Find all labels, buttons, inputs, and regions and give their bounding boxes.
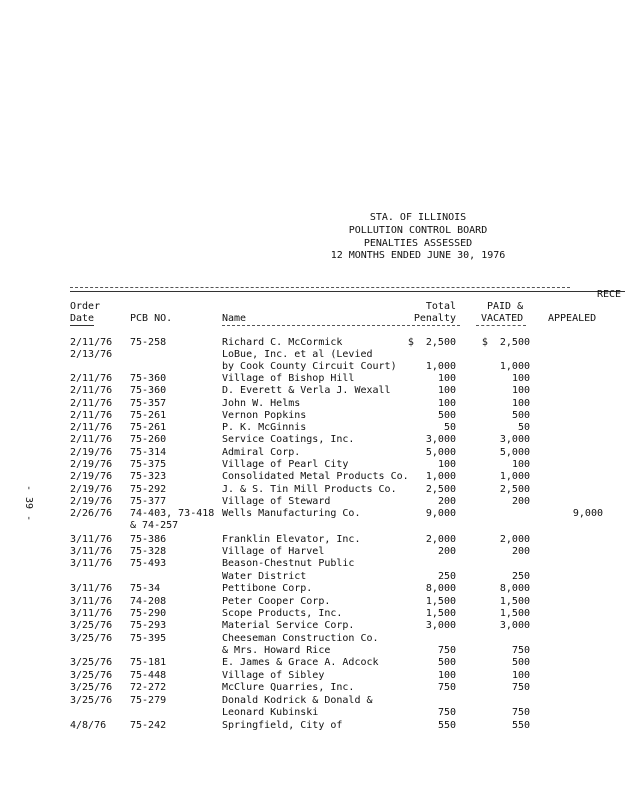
row-date: 3/25/76 — [70, 657, 113, 668]
row-name: Richard C. McCormick — [222, 337, 343, 348]
row-pcb-no: 75-181 — [130, 657, 167, 668]
header-line-2: POLLUTION CONTROL BOARD — [348, 225, 488, 236]
row-date: 3/11/76 — [70, 608, 113, 619]
row-date: 3/25/76 — [70, 633, 113, 644]
row-date: 2/19/76 — [70, 471, 113, 482]
row-paid-vacated: 250 — [511, 571, 530, 582]
row-paid-vacated: 500 — [511, 657, 530, 668]
row-pcb-no: & 74-257 — [130, 520, 179, 531]
row-name: Springfield, City of — [222, 720, 343, 731]
row-total-penalty: 2,000 — [425, 534, 456, 545]
row-name: Donald Kodrick & Donald & — [222, 695, 373, 706]
row-date: 2/19/76 — [70, 496, 113, 507]
row-date: 3/25/76 — [70, 620, 113, 631]
row-date: 2/11/76 — [70, 410, 113, 421]
row-pcb-no: 75-395 — [130, 633, 167, 644]
row-paid-vacated: 100 — [511, 670, 530, 681]
row-paid-vacated: 200 — [511, 546, 530, 557]
row-pcb-no: 75-360 — [130, 373, 167, 384]
row-pcb-no: 75-314 — [130, 447, 167, 458]
row-date: 3/25/76 — [70, 670, 113, 681]
row-pcb-no: 75-260 — [130, 434, 167, 445]
row-pcb-no: 75-261 — [130, 422, 167, 433]
row-date: 2/11/76 — [70, 434, 113, 445]
row-pcb-no: 75-293 — [130, 620, 167, 631]
row-name: by Cook County Circuit Court) — [222, 361, 397, 372]
row-total-penalty: 8,000 — [425, 583, 456, 594]
row-name: Village of Pearl City — [222, 459, 349, 470]
row-paid-vacated: 100 — [511, 373, 530, 384]
header-underline-date — [70, 325, 94, 326]
col-paid-vacated: VACATED — [481, 313, 524, 324]
row-date: 2/13/76 — [70, 349, 113, 360]
row-date: 3/11/76 — [70, 583, 113, 594]
row-pcb-no: 75-357 — [130, 398, 167, 409]
header-line-1: STA. OF ILLINOIS — [369, 212, 467, 223]
row-paid-vacated: 2,000 — [499, 534, 530, 545]
row-total-penalty: 1,500 — [425, 608, 456, 619]
row-pcb-no: 75-258 — [130, 337, 167, 348]
row-total-penalty: 750 — [437, 645, 456, 656]
row-name: Service Coatings, Inc. — [222, 434, 355, 445]
row-name: McClure Quarries, Inc. — [222, 682, 355, 693]
row-name: Cheeseman Construction Co. — [222, 633, 379, 644]
header-line-4: 12 MONTHS ENDED JUNE 30, 1976 — [330, 250, 506, 261]
row-name: LoBue, Inc. et al (Levied — [222, 349, 373, 360]
top-rule-dashed — [70, 287, 570, 288]
row-name: Village of Sibley — [222, 670, 325, 681]
row-name: D. Everett & Verla J. Wexall — [222, 385, 391, 396]
col-paid-top: PAID & — [487, 301, 524, 312]
row-total-penalty: 100 — [437, 385, 456, 396]
row-pcb-no: 75-279 — [130, 695, 167, 706]
row-pcb-no: 75-242 — [130, 720, 167, 731]
row-pcb-no: 75-328 — [130, 546, 167, 557]
row-name: Vernon Popkins — [222, 410, 307, 421]
row-name: Peter Cooper Corp. — [222, 596, 331, 607]
row-paid-vacated: 750 — [511, 645, 530, 656]
row-total-penalty: 100 — [437, 373, 456, 384]
row-pcb-no: 75-386 — [130, 534, 167, 545]
row-total-penalty: 500 — [437, 657, 456, 668]
row-paid-vacated: 3,000 — [499, 620, 530, 631]
row-date: 2/19/76 — [70, 447, 113, 458]
row-paid-vacated: 2,500 — [499, 484, 530, 495]
row-paid-vacated: 5,000 — [499, 447, 530, 458]
row-date: 3/11/76 — [70, 558, 113, 569]
row-pcb-no: 72-272 — [130, 682, 167, 693]
row-total-penalty: 2,500 — [425, 484, 456, 495]
row-pcb-no: 75-448 — [130, 670, 167, 681]
row-paid-vacated: 100 — [511, 398, 530, 409]
row-total-penalty: 3,000 — [425, 434, 456, 445]
row-name: E. James & Grace A. Adcock — [222, 657, 379, 668]
row-paid-vacated: 100 — [511, 385, 530, 396]
row-name: Village of Harvel — [222, 546, 325, 557]
page-number: - 39 - — [23, 485, 34, 522]
row-total-penalty: 9,000 — [425, 508, 456, 519]
row-date: 3/25/76 — [70, 682, 113, 693]
row-pcb-no: 75-292 — [130, 484, 167, 495]
row-name: Wells Manufacturing Co. — [222, 508, 361, 519]
row-total-penalty: 50 — [443, 422, 456, 433]
col-order-date: Date — [70, 313, 95, 324]
row-pcb-no: 75-323 — [130, 471, 167, 482]
col-order-top: Order — [70, 301, 101, 312]
row-name: Admiral Corp. — [222, 447, 301, 458]
row-paid-vacated: 500 — [511, 410, 530, 421]
row-total-penalty: 1,000 — [425, 471, 456, 482]
row-paid-vacated: 50 — [517, 422, 530, 433]
row-name: Franklin Elevator, Inc. — [222, 534, 361, 545]
row-name: J. & S. Tin Mill Products Co. — [222, 484, 397, 495]
row-total-penalty: 750 — [437, 707, 456, 718]
row-pcb-no: 75-493 — [130, 558, 167, 569]
header-line-3: PENALTIES ASSESSED — [363, 238, 473, 249]
row-paid-vacated: 1,000 — [499, 361, 530, 372]
row-paid-vacated: 200 — [511, 496, 530, 507]
row-name: Water District — [222, 571, 307, 582]
row-total-penalty: 100 — [437, 670, 456, 681]
row-total-penalty: 500 — [437, 410, 456, 421]
row-pcb-no: 75-261 — [130, 410, 167, 421]
row-date: 2/19/76 — [70, 459, 113, 470]
row-pcb-no: 75-377 — [130, 496, 167, 507]
col-name: Name — [222, 313, 247, 324]
header-underline-paid — [476, 325, 526, 326]
row-name: Village of Steward — [222, 496, 331, 507]
row-paid-vacated: 3,000 — [499, 434, 530, 445]
row-date: 3/11/76 — [70, 596, 113, 607]
row-name: Beason-Chestnut Public — [222, 558, 355, 569]
row-total-penalty: 550 — [437, 720, 456, 731]
row-date: 2/11/76 — [70, 373, 113, 384]
row-date: 3/11/76 — [70, 534, 113, 545]
row-total-penalty: 250 — [437, 571, 456, 582]
header-underline-name — [222, 325, 460, 326]
row-total-penalty: 200 — [437, 546, 456, 557]
row-total-penalty: $ 2,500 — [407, 337, 456, 348]
row-pcb-no: 75-360 — [130, 385, 167, 396]
row-name: P. K. McGinnis — [222, 422, 307, 433]
row-total-penalty: 5,000 — [425, 447, 456, 458]
row-pcb-no: 75-34 — [130, 583, 161, 594]
row-pcb-no: 75-290 — [130, 608, 167, 619]
top-rule — [70, 291, 625, 292]
row-date: 2/11/76 — [70, 337, 113, 348]
row-pcb-no: 74-208 — [130, 596, 167, 607]
row-name: Leonard Kubinski — [222, 707, 319, 718]
row-paid-vacated: 750 — [511, 682, 530, 693]
row-name: John W. Helms — [222, 398, 301, 409]
row-total-penalty: 100 — [437, 398, 456, 409]
row-name: Scope Products, Inc. — [222, 608, 343, 619]
row-paid-vacated: 750 — [511, 707, 530, 718]
row-total-penalty: 750 — [437, 682, 456, 693]
row-paid-vacated: 8,000 — [499, 583, 530, 594]
row-name: & Mrs. Howard Rice — [222, 645, 331, 656]
row-name: Village of Bishop Hill — [222, 373, 355, 384]
row-paid-vacated: 1,500 — [499, 596, 530, 607]
row-date: 2/11/76 — [70, 422, 113, 433]
row-total-penalty: 100 — [437, 459, 456, 470]
row-date: 2/26/76 — [70, 508, 113, 519]
col-received-partial: RECE — [597, 289, 622, 300]
row-total-penalty: 3,000 — [425, 620, 456, 631]
row-paid-vacated: $ 2,500 — [481, 337, 530, 348]
row-name: Material Service Corp. — [222, 620, 355, 631]
row-pcb-no: 74-403, 73-418 — [130, 508, 215, 519]
row-total-penalty: 200 — [437, 496, 456, 507]
row-paid-vacated: 1,500 — [499, 608, 530, 619]
row-date: 3/25/76 — [70, 695, 113, 706]
row-total-penalty: 1,500 — [425, 596, 456, 607]
row-date: 4/8/76 — [70, 720, 107, 731]
col-pcb-no: PCB NO. — [130, 313, 173, 324]
row-name: Pettibone Corp. — [222, 583, 313, 594]
row-paid-vacated: 1,000 — [499, 471, 530, 482]
col-total-top: Total — [425, 301, 456, 312]
row-pcb-no: 75-375 — [130, 459, 167, 470]
row-total-penalty: 1,000 — [425, 361, 456, 372]
row-appealed: 9,000 — [572, 508, 603, 519]
row-paid-vacated: 100 — [511, 459, 530, 470]
row-date: 3/11/76 — [70, 546, 113, 557]
row-date: 2/11/76 — [70, 385, 113, 396]
col-appealed: APPEALED — [548, 313, 597, 324]
row-paid-vacated: 550 — [511, 720, 530, 731]
row-date: 2/11/76 — [70, 398, 113, 409]
row-name: Consolidated Metal Products Co. — [222, 471, 409, 482]
row-date: 2/19/76 — [70, 484, 113, 495]
col-total-penalty: Penalty — [413, 313, 456, 324]
